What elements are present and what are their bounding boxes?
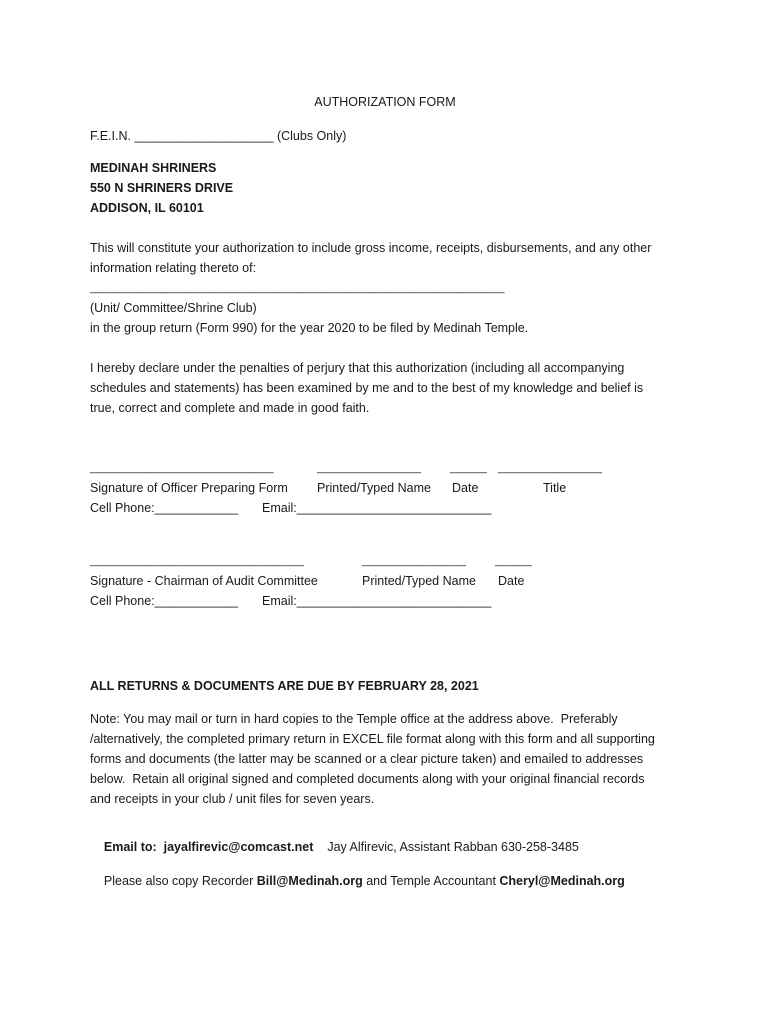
chairman-cell-phone: Cell Phone:____________ [90,594,239,608]
authorization-text-line1: This will constitute your authorization to include gross income, receipts, disbursements, and any other [90,241,652,255]
chairman-email: Email:____________________________ [262,594,492,608]
fein-line: F.E.I.N. ____________________ (Clubs Only) [90,129,347,143]
note-line5: and receipts in your club / unit files for seven years. [90,792,375,806]
declaration-line2: schedules and statements) has been examined by me and to the best of my knowledge and belief is [90,381,644,395]
copy-prefix: Please also copy Recorder [103,874,257,888]
note-line1: Note: You may mail or turn in hard copies to the Temple office at the address above. Preferably [90,712,618,726]
chairman-name-label: Printed/Typed Name [362,574,476,588]
org-address: 550 N SHRINERS DRIVE [90,181,234,195]
chairman-name-blank: _________________ [362,555,467,567]
unit-label: (Unit/ Committee/Shrine Club) [90,301,257,315]
chairman-signature-label: Signature - Chairman of Audit Committee [90,574,318,588]
declaration-line1: I hereby declare under the penalties of perjury that this authorization (including all accompanying [90,361,625,375]
copy-line [90,857,625,905]
authorization-text-line2: information relating thereto of: [90,261,257,275]
note-line3: forms and documents (the latter may be scanned or a clear picture taken) and emailed to addresses [90,752,644,766]
officer-email: Email:____________________________ [262,501,492,515]
declaration-line3: true, correct and complete and made in good faith. [90,401,370,415]
officer-name-blank: _________________ [317,462,422,474]
email-to-address: Email to: jayalfirevic@comcast.net [103,840,314,854]
group-return-text: in the group return (Form 990) for the year 2020 to be filed by Medinah Temple. [90,321,529,335]
accountant-email: Cheryl@Medinah.org [499,874,625,888]
officer-title-label: Title [543,481,567,495]
officer-signature-label: Signature of Officer Preparing Form [90,481,288,495]
email-to-person: Jay Alfirevic, Assistant Rabban 630-258-3485 [327,840,579,854]
recorder-email: Bill@Medinah.org [256,874,363,888]
officer-cell-phone: Cell Phone:____________ [90,501,239,515]
chairman-signature-blank: ___________________________________ [90,555,305,567]
officer-name-label: Printed/Typed Name [317,481,431,495]
officer-title-blank: _________________ [498,462,603,474]
officer-date-blank: ______ [450,462,487,474]
chairman-date-blank: ______ [495,555,532,567]
unit-name-blank: ______________________________________________________________________ [90,282,505,294]
form-title: AUTHORIZATION FORM [314,95,456,109]
note-line4: below. Retain all original signed and completed documents along with your original financial records [90,772,645,786]
due-date-heading: ALL RETURNS & DOCUMENTS ARE DUE BY FEBRUARY 28, 2021 [90,679,479,693]
officer-signature-blank: ______________________________ [90,462,274,474]
chairman-date-label: Date [498,574,525,588]
officer-date-label: Date [452,481,479,495]
org-name: MEDINAH SHRINERS [90,161,217,175]
org-city: ADDISON, IL 60101 [90,201,204,215]
copy-middle: and Temple Accountant [362,874,500,888]
note-line2: /alternatively, the completed primary return in EXCEL file format along with this form and all supporting [90,732,655,746]
